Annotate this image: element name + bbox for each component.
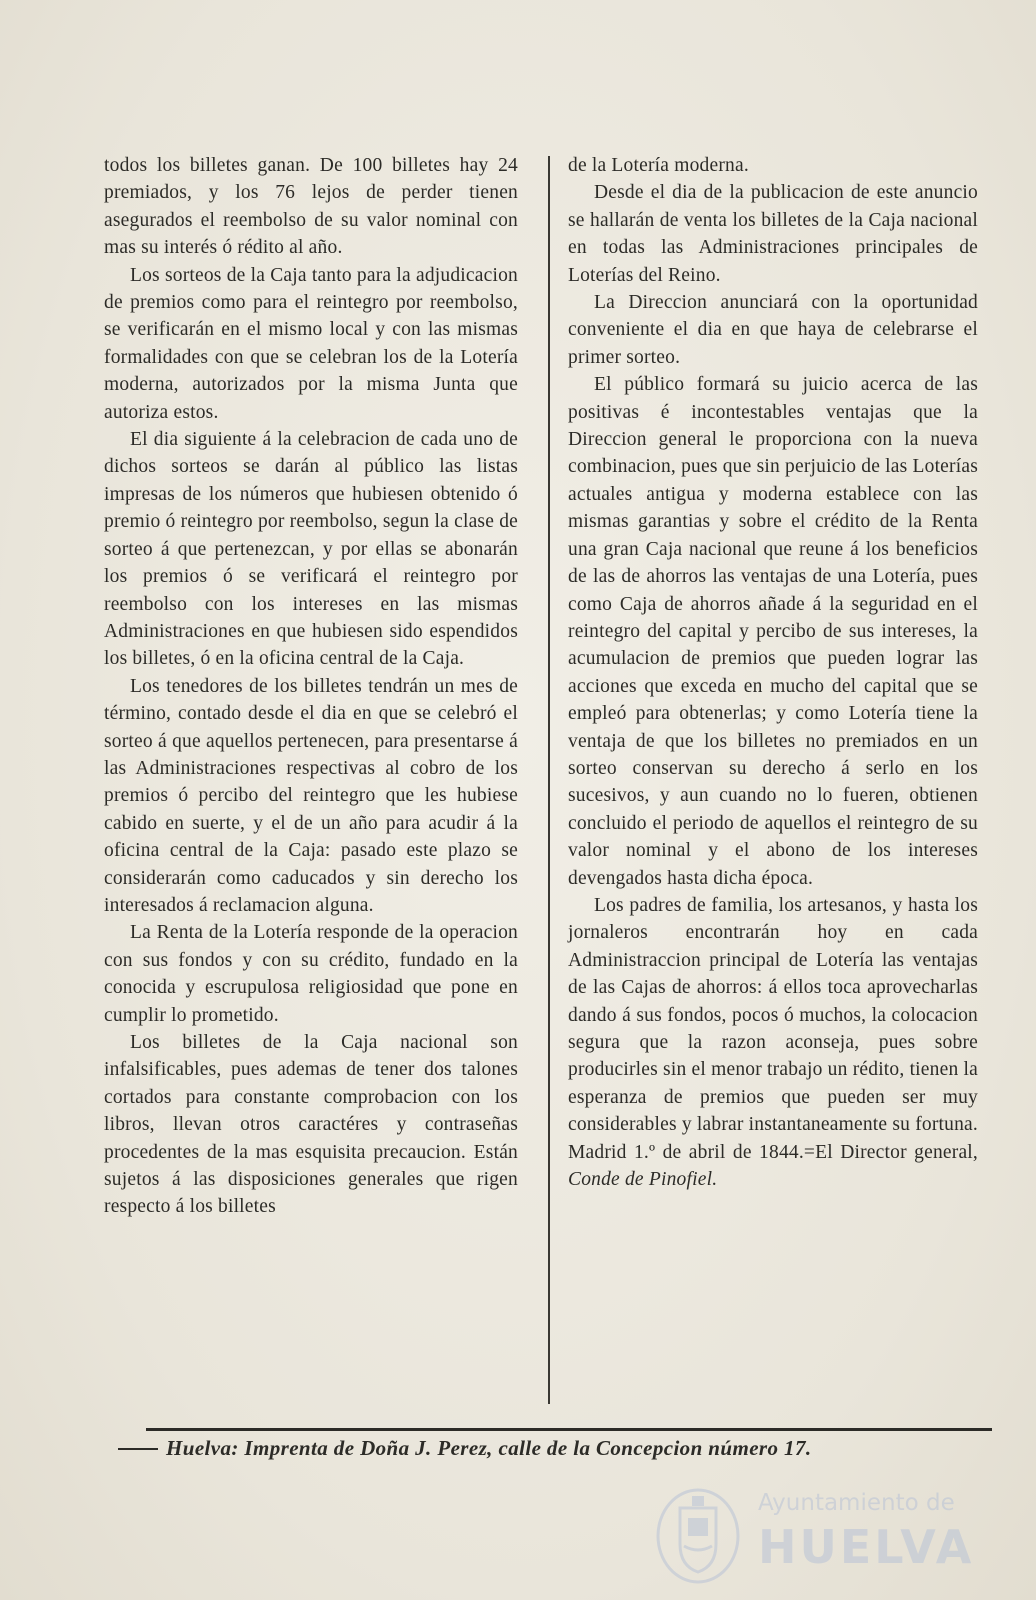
left-paragraph-2: Los sorteos de la Caja tanto para la adjudicacion de premios como para el reintegro por reembolso, se verificarán en el mismo local y con las mismas formalidades con que se celebran los de la Lotería moderna, autorizados por la misma Junta que autoriza estos. xyxy=(104,264,518,423)
left-paragraph-4: Los tenedores de los billetes tendrán un mes de término, contado desde el dia en que se celebró el sorteo á que aquellos pertenecen, para presentarse á las Administraciones respectivas al cobro de los premios ó percibo del reintegro que les hubiese cabido en suerte, y el de un año para acudir á la oficina central de la Caja: pasado este plazo se considerarán como caducados y sin derecho los interesados á reclamacion alguna. xyxy=(104,675,518,916)
watermark-line-1: Ayuntamiento de xyxy=(758,1490,955,1516)
left-column xyxy=(104,152,518,1221)
archive-watermark xyxy=(640,1486,1020,1586)
right-column xyxy=(568,152,978,1193)
city-crest-icon xyxy=(648,1486,748,1586)
right-paragraph-3: La Direccion anunciará con la oportunidad conveniente el dia en que haya de celebrarse el primer sorteo. xyxy=(568,292,978,368)
director-signature-name: Conde de Pinofiel. xyxy=(568,1169,718,1191)
left-paragraph-5: La Renta de la Lotería responde de la operacion con sus fondos y con su crédito, fundado en la conocida y escrupulosa religiosidad que pone en cumplir lo prometido. xyxy=(104,922,518,1026)
left-paragraph-1: todos los billetes ganan. De 100 billetes hay 24 premiados, y los 76 lejos de perder tienen asegurados el reembolso de su valor nominal con mas su interés ó rédito al año. xyxy=(104,155,518,259)
column-divider xyxy=(548,156,550,1404)
right-paragraph-4: El público formará su juicio acerca de las positivas é incontestables ventajas que la Direccion general le proporciona con la nueva combinacion, pues que sin perjuicio de las Loterías actuales antigua y moderna establece con las mismas garantias y sobre el crédito de la Renta una gran Caja nacional que reune á los beneficios de las de ahorros las ventajas de una Lotería, pues como Caja de ahorros añade á la seguridad en el reintegro del capital y percibo de sus intereses, la acumulacion de premios que pueden lograr las acciones que exceda en mucho del capital que se empleó para obtenerlas; y como Lotería tiene la ventaja de que los billetes no premiados en un sorteo conservan su derecho á serlo en los sucesivos, y aun cuando no lo fueren, obtienen concluido el periodo de aquellos el reintegro de su valor nominal y el abono de los intereses devengados hasta dicha época. xyxy=(568,374,978,889)
right-paragraph-1: de la Lotería moderna. xyxy=(568,155,749,176)
right-paragraph-5-text: Los padres de familia, los artesanos, y hasta los jornaleros encontrarán hoy en cada Administraccion principal de Lotería las ventajas de las Cajas de ahorros: á ellos toca aprovecharlas dando á sus fondos, pocos ó muchos, la colocacion segura que la razon aconseja, pues sobre producirles sin el menor trabajo un rédito, tienen la esperanza de premios que pueden ser muy considerables y labrar instantaneamente su fortuna. Madrid 1.º de abril de 1844.=El Director general, xyxy=(568,894,978,1163)
imprint-dash xyxy=(118,1448,158,1450)
left-paragraph-3: El dia siguiente á la celebracion de cada uno de dichos sorteos se darán al público las listas impresas de los números que hubiesen obtenido ó premio ó reintegro por reembolso, segun la clase de sorteo á que pertenezcan, y por ellas se abonarán los premios ó se verificará el reintegro por reembolso con los intereses en las mismas Administraciones en que hubiesen sido espendidos los billetes, ó en la oficina central de la Caja. xyxy=(104,429,518,670)
right-paragraph-2: Desde el dia de la publicacion de este anuncio se hallarán de venta los billetes de la Caja nacional en todas las Administraciones principales de Loterías del Reino. xyxy=(568,182,978,286)
left-paragraph-6: Los billetes de la Caja nacional son infalsificables, pues ademas de tener dos talones cortados para constante comprobacion con los libros, llevan otros caractéres y contraseñas procedentes de la mas esquisita precaucion. Están sujetos á las disposiciones generales que rigen respecto á los billetes xyxy=(104,1032,518,1218)
watermark-line-2: HUELVA xyxy=(758,1520,975,1574)
right-paragraph-5 xyxy=(568,892,978,1193)
footer-rule xyxy=(146,1428,992,1431)
printer-imprint: Huelva: Imprenta de Doña J. Perez, calle de la Concepcion número 17. xyxy=(166,1436,812,1460)
